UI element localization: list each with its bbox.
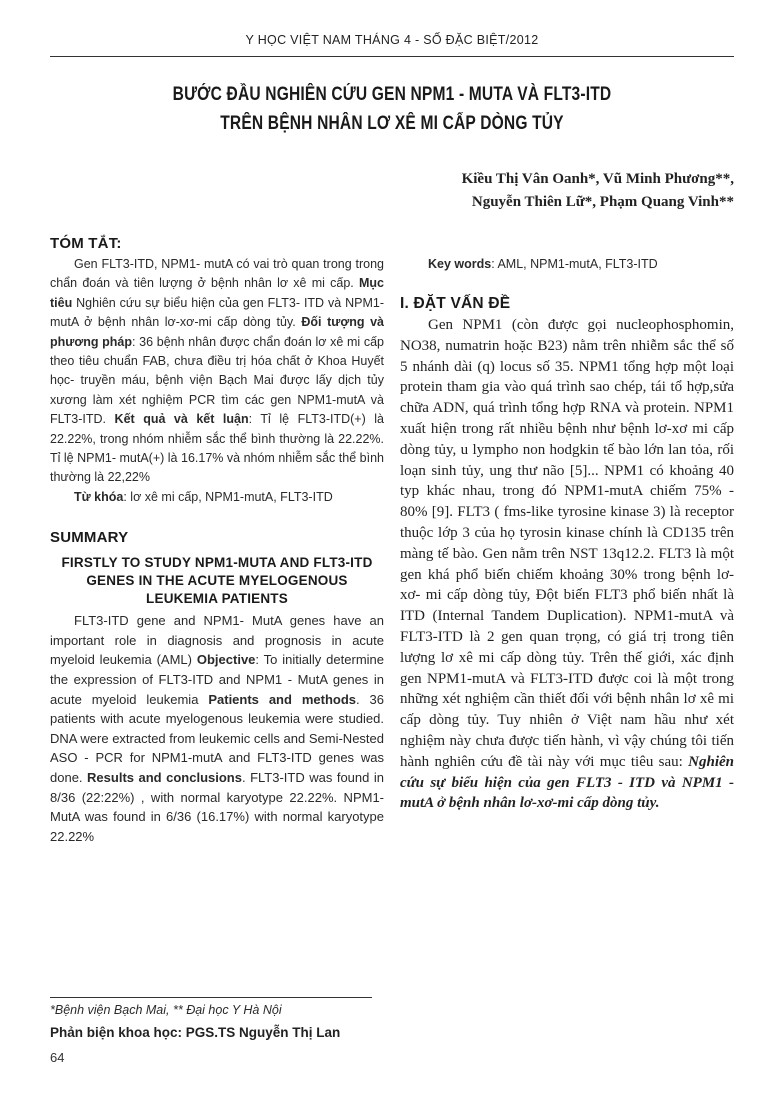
footnote-affiliations: *Bệnh viện Bạch Mai, ** Đại học Y Hà Nội [50,1003,282,1017]
article-title-line-2: TRÊN BỆNH NHÂN LƠ XÊ MI CẤP DÒNG TỦY [220,113,564,134]
authors-line-1: Kiều Thị Vân Oanh*, Vũ Minh Phương**, [461,171,734,187]
abstract-vi-intro: Gen FLT3-ITD, NPM1- mutA có vai trò quan trong trong chẩn đoán và tiên lượng ở bệnh nhân lơ xê mi cấp. [50,257,384,291]
footnote-rule [50,997,372,998]
left-column [50,235,384,846]
footnote-reviewer: Phản biện khoa học: PGS.TS Nguyễn Thị Lan [50,1025,341,1040]
abstract-vi-results-label: Kết quả và kết luận [114,412,249,427]
summary-title: FIRSTLY TO STUDY NPM1-MUTA AND FLT3-ITD GENES IN THE ACUTE MYELOGENOUS LEUKEMIA PATIENTS [61,555,373,607]
right-column [400,257,734,814]
introduction-body [400,315,734,814]
abstract-vi-methods-text: : 36 bệnh nhân được chẩn đoán lơ xê mi cấp theo tiêu chuẩn FAB, chưa điều trị hóa chất ở Khoa Huyết học- truyền máu, bệnh viện Bạch Mai được lấy dịch tủy xương làm xét nghiệm PCR tìm các gen NPM1-mutA và FLT3-ITD. [50,334,385,427]
abstract-vi-keywords-label: Từ khóa [74,489,124,504]
summary-objective-label: Objective [196,652,256,668]
authors-line-2: Nguyễn Thiên Lữ*, Phạm Quang Vinh** [471,194,734,210]
introduction-text: Gen NPM1 (còn được gọi nucleophosphomin, NO38, numatrin hoặc B23) nằm trên nhiễm sắc thể số 5 nhánh dài (q) locus số 35. NPM1 tổng hợp một loại protein tham gia vào quá trình sao chép, tái tổ hợp,sửa chữa ADN, quá trình tổng hợp RNA và protein. NPM1 xuất hiện trong rất nhiều bệnh như bệnh lơ-xơ mi cấp dòng tủy, u lympho non hodgkin tế bào lớn lan tỏa, rối loạn sinh tủy, ung thư não [5]... NPM1 có khoảng 40 typ khác nhau, trong đó NPM1-mutA chiếm 75% - 80% [9]. FLT3 ( fms-like tyrosine kinase 3) là receptor thuộc lớp 3 của họ tyrosin kinase chính là CD135 trên màng tế bào. Gen nằm trên NST 13q12.2. FLT3 là một gen khá phổ biến chiếm khoảng 30% trong bệnh lơ- xơ- mi cấp dòng tủy, Đột biến FLT3 phổ biến nhất là ITD (Internal Tandem Duplication). NPM1-mutA và FLT3-ITD là 2 gen quan trọng, có giá trị trong tiên lượng lơ xê mi cấp dòng tủy. Trên thế giới, xác định gen NPM1-mutA và FLT3-ITD được coi là một trong những xét nghiệm cần thiết đối với bệnh nhân lơ xê mi cấp dòng tủy. Tuy nhiên ở Việt nam hầu như xét nghiệm này chưa được tiến hành, vì vậy chúng tôi tiến hành nghiên cứu đề tài này với mục tiêu sau: [400,317,734,770]
summary-results-label: Results and conclusions [87,770,242,786]
article-title-line-1: BƯỚC ĐẦU NGHIÊN CỨU GEN NPM1 - MUTA VÀ FLT3-ITD [172,84,612,105]
abstract-vi-body [50,255,384,488]
summary-methods-text: . 36 patients with acute myelogenous leukemia were studied. DNA were extracted from leukemic cells and Semi-Nested ASO - PCR for NPM1-mutA and FLT3-ITD genes was done. [50,691,384,786]
summary-intro: FLT3-ITD gene and NPM1- MutA genes have an important role in diagnosis and prognosis in acute myeloid leukemia (AML) [50,613,384,668]
introduction-heading: I. ĐẶT VẤN ĐỀ [400,295,511,312]
summary-objective-text: : To initially determine the expression of FLT3-ITD and NPM1 - MutA genes in acute myeloid leukemia [50,652,384,707]
abstract-vi-heading: TÓM TẮT: [50,235,122,252]
summary-body [50,611,384,846]
abstract-vi-keywords [50,488,384,507]
abstract-vi-keywords-text: : lơ xê mi cấp, NPM1-mutA, FLT3-ITD [123,489,333,504]
summary-methods-label: Patients and methods [208,691,357,707]
keywords-en-text: : AML, NPM1-mutA, FLT3-ITD [491,257,658,271]
header-rule [50,56,734,57]
abstract-vi-methods-label: Đối tượng và phương pháp [50,315,385,349]
summary-results-text: . FLT3-ITD was found in 8/36 (22:22%) , with normal karyotype 22.22%. NPM1-MutA was found in 6/36 (16.17%) with normal karyotype 22.22% [50,770,384,844]
keywords-en-label: Key words [428,257,492,271]
keywords-en [428,257,734,271]
abstract-vi-objective-label: Mục tiêu [50,276,384,310]
abstract-vi-results-text: : Tỉ lệ FLT3-ITD(+) là 22.22%, trong nhóm nhiễm sắc thể bình thường là 22.22%. Tỉ lệ NPM1- mutA(+) là 16.17% và nhóm nhiễm sắc thể bình thường là 22,22% [50,412,384,485]
introduction-objective: Nghiên cứu sự biểu hiện của gen FLT3 - ITD và NPM1 - mutA ở bệnh nhân lơ-xơ-mi cấp dòng tủy. [400,753,734,812]
journal-header: Y HỌC VIỆT NAM THÁNG 4 - SỐ ĐẶC BIỆT/2012 [245,33,539,47]
abstract-vi-objective-text: Nghiên cứu sự biểu hiện của gen FLT3- ITD và NPM1- mutA ở bệnh nhân lơ-xơ-mi cấp dòng tủy. [50,295,384,330]
page-number: 64 [50,1050,65,1065]
summary-heading: SUMMARY [50,529,129,547]
